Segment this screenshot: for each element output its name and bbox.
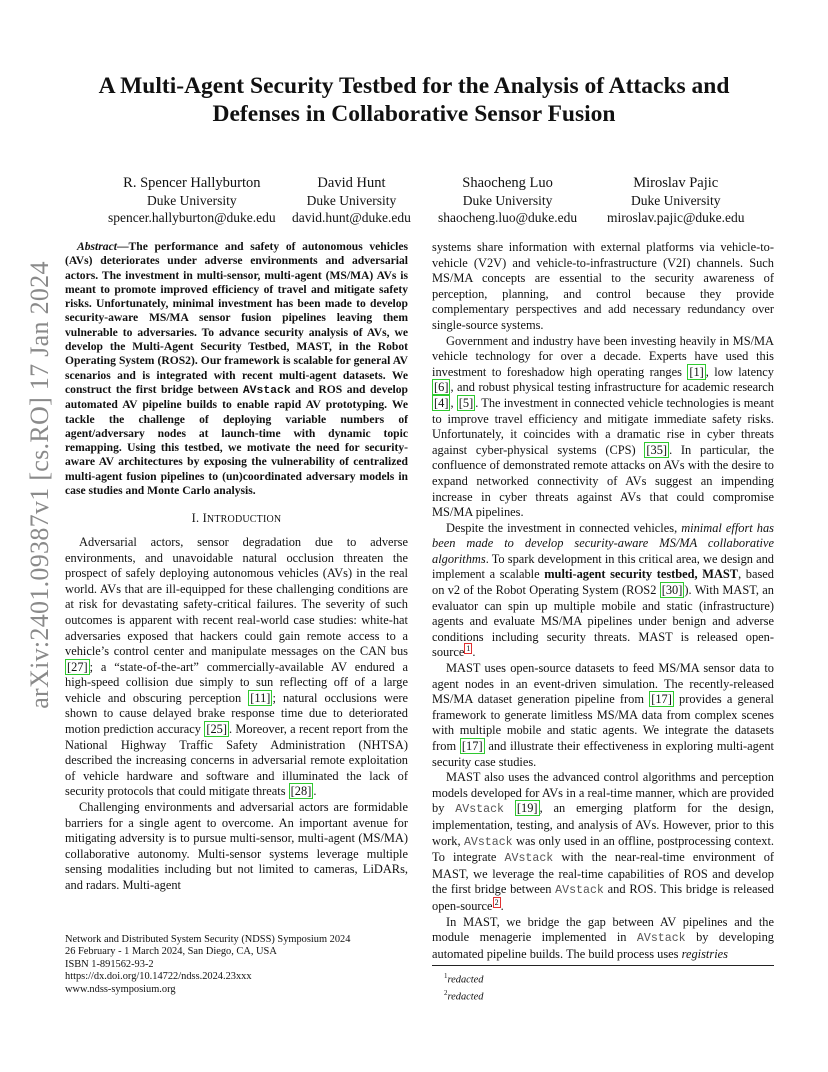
author-affiliation: Duke University [147, 193, 237, 208]
abstract-label: Abstract [77, 240, 117, 253]
author-2 [292, 175, 411, 226]
author-name: Shaocheng Luo [462, 175, 553, 191]
author-name: David Hunt [317, 175, 386, 191]
intro-paragraph-1: Adversarial actors, sensor degradation due to adverse environments, and unavoidable natural occlusion threaten the prospect of safely deploying autonomous vehicles (AVs) in the real world. AVs that are ill-equipped for these challenging conditions are at risk for devastating safety-critical failures. The severity of such outcomes is apparent with recent real-world case studies: white-hat adversaries exposed that hackers could gain remote access to a vehicle’s control center and manipulate messages on the CAN bus [27] ; a “state-of-the-art” commercially-available AV endured a high-speed collision due simply to sun reflecting off of a large vehicle and obscuring perception [11] ; natural occlusions were shown to cause delayed brake response time due to deteriorated motion prediction accuracy [25] . Moreover, a recent report from the National Highway Traffic Safety Administration (NHTSA) described the increasing concerns in adversarial remote exploitation of vehicle hardware and software and illuminated the lack of security protocols that could mitigate threats [28] . [65, 534, 408, 799]
citation-link[interactable]: [25] [206, 722, 227, 737]
left-column [65, 240, 408, 894]
paper-title: A Multi-Agent Security Testbed for the Analysis of Attacks and Defenses in Collaborative Sensor Fusion [98, 73, 730, 127]
conference-isbn: ISBN 1-891562-93-2 [65, 958, 154, 970]
right-paragraph-5: In MAST, we bridge the gap between AV pipelines and the module menagerie implemented in AVstack by developing automated pipeline builds. The build process uses registries [432, 914, 774, 961]
author-email: spencer.hallyburton@duke.edu [108, 210, 276, 225]
right-column [432, 240, 774, 962]
right-paragraph-0: systems share information with external platforms via vehicle-to-vehicle (V2V) and vehicle-to-infrastructure (V2I) channels. Such MS/MA concepts are essential to the security awareness of perception, planning, and control because they provide complementary perspectives and add necessary redundancy over single-source systems. [432, 240, 774, 332]
section-heading-introduction: I. INTRODUCTION [191, 511, 282, 526]
conference-doi: https://dx.doi.org/10.14722/ndss.2024.23xxx [65, 971, 252, 983]
conference-website: www.ndss-symposium.org [65, 983, 176, 995]
author-block [60, 175, 768, 231]
citation-link[interactable]: [17] [461, 739, 483, 753]
author-name: R. Spencer Hallyburton [123, 175, 261, 191]
citation-link[interactable]: [1] [689, 364, 704, 379]
arxiv-identifier-text: arXiv:2401.09387v1 [cs.RO] 17 Jan 2024 [25, 261, 54, 709]
avstack-code: AVstack [504, 852, 554, 866]
abstract: Abstract—The performance and safety of autonomous vehicles (AVs) deteriorates under adverse environments and adversarial actors. The investment in multi-sensor, multi-agent (MS/MA) AVs is meant to promote improved efficiency of travel and mitigate safety risks. Unfortunately, minimal investment has been made to develop security-aware MS/MA sensor fusion pipelines leaving them vulnerable to adversaries. To advance security analysis of AVs, we develop the Multi-Agent Security Testbed, MAST, in the Robot Operating System (ROS2). Our framework is scalable for general AV scenarios and is integrated with recent multi-agent datasets. We construct the first bridge between AVstack and ROS and develop automated AV pipeline builds to enable rapid AV prototyping. We tackle the challenge of deploying variable numbers of agent/adversary nodes at launch-time with dynamic topic remapping. Using this testbed, we motivate the need for security-aware AV architectures by exposing the vulnerability of centralized multi-agent fusion pipelines to (un)coordinated adversary models in case studies and Monte Carlo analysis. [65, 240, 408, 498]
avstack-code: AVstack [455, 803, 504, 817]
citation-link[interactable]: [5] [458, 395, 474, 410]
citation-link[interactable]: [4] [434, 395, 449, 410]
author-name: Miroslav Pajic [633, 175, 719, 191]
citation-link[interactable]: [28] [290, 784, 312, 799]
avstack-code: AVstack [242, 384, 291, 397]
citation-link[interactable]: [30] [661, 583, 683, 598]
citation-link[interactable]: [11] [250, 690, 271, 705]
conference-name: Network and Distributed System Security (NDSS) Symposium 2024 [65, 934, 351, 945]
avstack-code: AVstack [555, 884, 604, 898]
footnote-link[interactable]: 1 [466, 644, 471, 654]
footnote-link[interactable]: 2 [494, 897, 499, 907]
footnote-1: $^1$redacted [444, 972, 484, 986]
author-affiliation: Duke University [306, 193, 397, 208]
author-email: david.hunt@duke.edu [292, 210, 411, 225]
conference-info [65, 934, 408, 996]
author-affiliation: Duke University [630, 193, 721, 208]
right-paragraph-1: Government and industry have been investing heavily in MS/MA vehicle technology for over a decade. Experts have used this investment to foreshadow high operating ranges [1] , low latency [6] , and robust physical testing infrastructure for academic research [4] , [5] . The investment in connected vehicle technologies is meant to improve travel efficiency and mitigate immediate safety risks. Unfortunately, it coincides with a dramatic rise in cyber threats against cyber-physical systems (CPS) [35] . In particular, the confluence of demonstrated remote attacks on AVs with the desire to expand networked connectivity of AVs suggest an impending increase in cyber threats against AVs that could compromise MS/MA pipelines. [432, 333, 775, 520]
author-email: miroslav.pajic@duke.edu [607, 210, 745, 225]
citation-link[interactable]: [35] [646, 442, 668, 457]
footnotes [432, 965, 774, 1004]
author-email: shaocheng.luo@duke.edu [438, 210, 578, 225]
author-1 [108, 175, 276, 226]
right-paragraph-4: MAST also uses the advanced control algorithms and perception models developed for AVs in a real-time manner, which are provided by AVstack [19] , an emerging platform for the design, implementation, testing, and analysis of AVs. However, prior to this work, AVstack was only used in an offline, postprocessing context. To integrate AVstack with the near-real-time environment of MAST, we leverage the real-time capabilities of ROS and develop the first bridge between AVstack and ROS. This bridge is released open-source $^2$ . [432, 770, 775, 913]
author-3 [438, 175, 577, 226]
author-4 [607, 175, 745, 226]
author-affiliation: Duke University [462, 193, 553, 208]
right-paragraph-3: MAST uses open-source datasets to feed MS/MA sensor data to agent nodes in an event-driven simulation. The recently-released MS/MA dataset generation pipeline from [17] provides a general framework to generate limitless MS/MA data from complex scenes with multiple mobile and static agents. We integrate the datasets from [17] and illustrate their effectiveness in exploring multi-agent security case studies. [432, 661, 775, 769]
footnote-2: $^2$redacted [444, 989, 484, 1003]
avstack-code: AVstack [636, 932, 686, 946]
right-paragraph-2: Despite the investment in connected vehicles, minimal effort has been made to develop security-aware MS/MA collaborative algorithms. To spark development in this critical area, we design and implement a scalable multi-agent security testbed, MAST, based on v2 of the Robot Operating System (ROS2 [30] ). With MAST, an evaluator can spin up multiple mobile and static (infrastructure) agents and evaluate MS/MA pipelines under benign and adverse conditions including security threats. MAST is released open-source $^1$ . [432, 520, 774, 660]
conference-dates: 26 February - 1 March 2024, San Diego, CA, USA [65, 946, 277, 958]
citation-link[interactable]: [27] [67, 659, 88, 674]
citation-link[interactable]: [17] [651, 692, 672, 707]
arxiv-identifier-stamp [22, 261, 58, 709]
intro-paragraph-2: Challenging environments and adversarial actors are formidable barriers for a single agent to overcome. An important avenue for mitigating adversity is to pursue multi-sensor, multi-agent (MS/MA) collaborative autonomy. Multi-sensor systems leverage multiple sensing modalities including but not limited to cameras, LiDARs, and radars. Multi-agent [65, 800, 408, 892]
citation-link[interactable]: [19] [516, 801, 538, 816]
citation-link[interactable]: [6] [434, 380, 449, 395]
avstack-code: AVstack [463, 835, 513, 849]
